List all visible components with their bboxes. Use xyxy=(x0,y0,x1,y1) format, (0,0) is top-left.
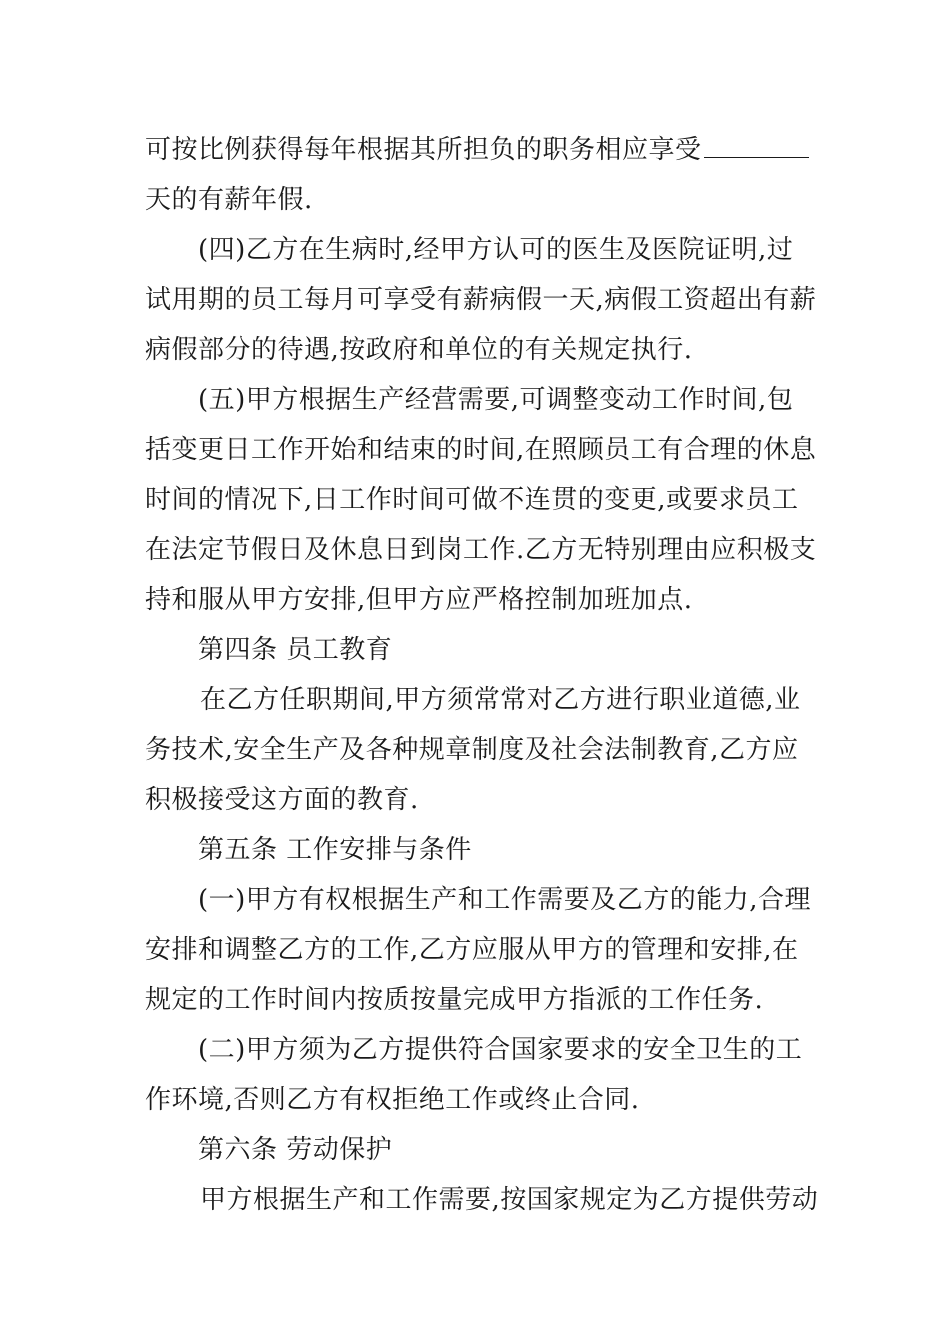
text-line: 天的有薪年假. xyxy=(145,185,313,215)
section-heading: 第六条 劳动保护 xyxy=(198,1135,393,1165)
text-line: 务技术,安全生产及各种规章制度及社会法制教育,乙方应 xyxy=(145,735,799,765)
text-line: 病假部分的待遇,按政府和单位的有关规定执行. xyxy=(145,335,693,365)
paragraph-start: (二)甲方须为乙方提供符合国家要求的安全卫生的工 xyxy=(198,1035,803,1065)
text-line: 时间的情况下,日工作时间可做不连贯的变更,或要求员工 xyxy=(145,485,799,515)
section-heading: 第四条 员工教育 xyxy=(198,635,393,665)
paragraph-start: (四)乙方在生病时,经甲方认可的医生及医院证明,过 xyxy=(198,235,794,265)
text-line: 积极接受这方面的教育. xyxy=(145,785,419,815)
text-line: 作环境,否则乙方有权拒绝工作或终止合同. xyxy=(145,1085,640,1115)
text-line: 括变更日工作开始和结束的时间,在照顾员工有合理的休息 xyxy=(145,435,817,465)
fill-in-blank xyxy=(704,133,809,158)
paragraph-start: 在乙方任职期间,甲方须常常对乙方进行职业道德,业 xyxy=(200,685,801,715)
text-span: 可按比例获得每年根据其所担负的职务相应享受 xyxy=(145,135,702,165)
paragraph-start: (五)甲方根据生产经营需要,可调整变动工作时间,包 xyxy=(198,385,794,415)
section-heading: 第五条 工作安排与条件 xyxy=(198,835,472,865)
text-line xyxy=(145,132,810,168)
paragraph-start: 甲方根据生产和工作需要,按国家规定为乙方提供劳动 xyxy=(200,1185,819,1215)
text-line: 试用期的员工每月可享受有薪病假一天,病假工资超出有薪 xyxy=(145,285,817,315)
paragraph-start: (一)甲方有权根据生产和工作需要及乙方的能力,合理 xyxy=(198,885,812,915)
text-line: 安排和调整乙方的工作,乙方应服从甲方的管理和安排,在 xyxy=(145,935,799,965)
text-line: 在法定节假日及休息日到岗工作.乙方无特别理由应积极支 xyxy=(145,535,817,565)
text-line: 持和服从甲方安排,但甲方应严格控制加班加点. xyxy=(145,585,693,615)
text-line: 规定的工作时间内按质按量完成甲方指派的工作任务. xyxy=(145,985,764,1015)
